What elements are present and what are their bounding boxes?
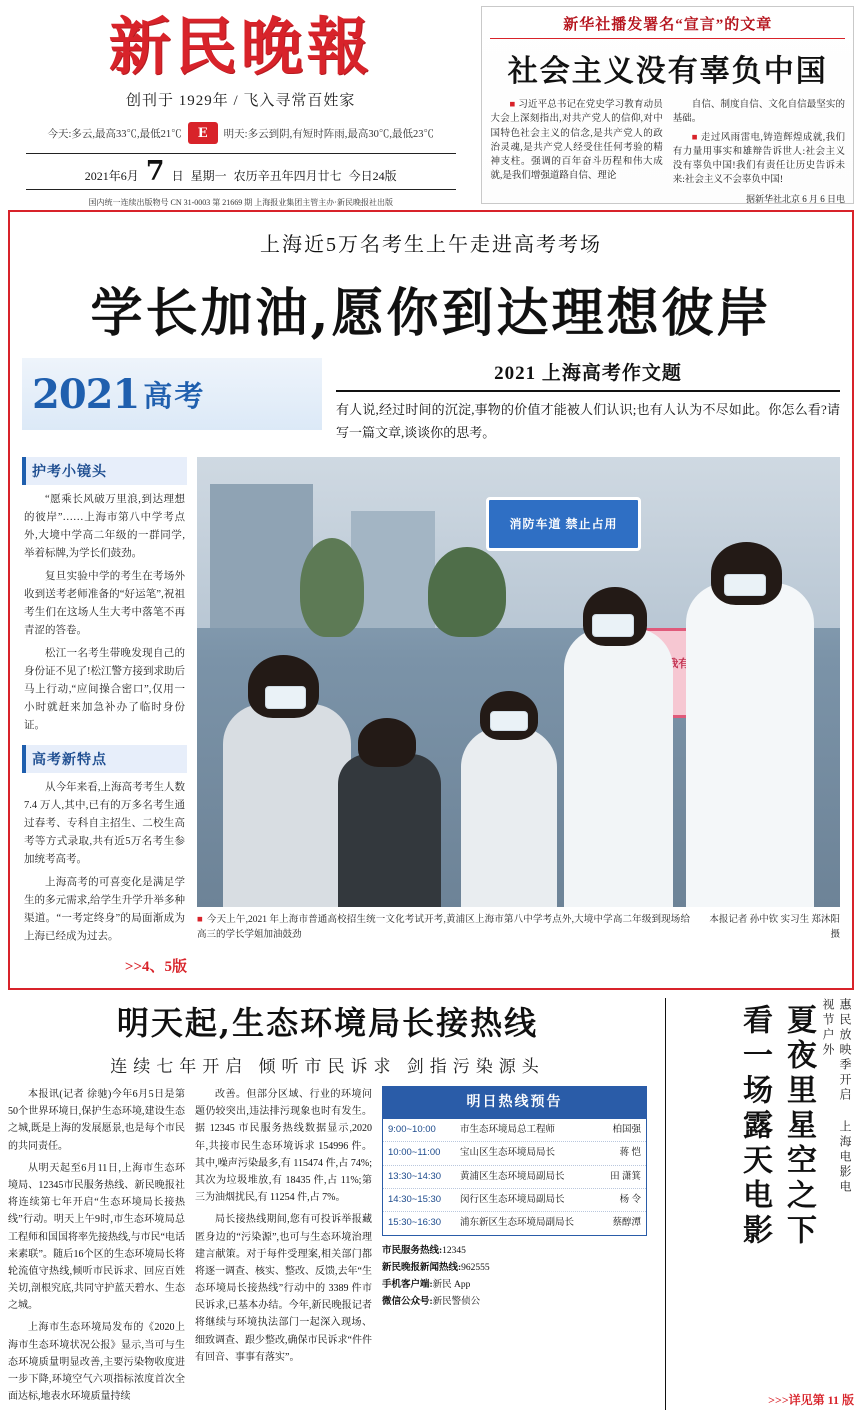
- hotline-time: 15:30~16:30: [388, 1217, 442, 1229]
- photo-person-5-mask: [724, 574, 766, 597]
- bullet-icon: ■: [509, 100, 516, 110]
- photo-person-3-mask: [490, 711, 529, 731]
- essay-topic-block: [322, 358, 840, 445]
- hotline-time: 10:00~11:00: [388, 1147, 441, 1159]
- essay-topic-body: 有人说,经过时间的沉淀,事物的价值才能被人们认识;也有人认为不尽如此。你怎么看?请写一篇文章,谈谈你的思考。: [336, 402, 840, 440]
- gaokao-logo-text: 高考: [143, 380, 206, 413]
- newspaper-title: 新民晚報: [108, 10, 373, 83]
- bottom-section: [8, 998, 854, 1410]
- bottom-right-headline: 夏夜里星空之下 看一场露天电影: [737, 1004, 816, 1249]
- hotline-schedule-box: [382, 1086, 647, 1236]
- feature-subrow: [22, 358, 840, 445]
- service-value: 962555: [461, 1262, 490, 1273]
- service-label: 手机客户端:: [382, 1280, 433, 1290]
- bottom-right-page-reference[interactable]: >>>详见第 11 版: [768, 1393, 854, 1408]
- feature-photo-block: [197, 457, 840, 976]
- bottom-columns: [8, 1086, 647, 1410]
- bottom-col1-p2: 从明天起至6月11日,上海市生态环境局、12345市民服务热线、新民晚报社将连续第七年开启“生态环境局长接热线”行动。明天上午9时,市生态环境局总工程师和国国将率先接热线,与市民“电话来素联”。随后16个区的生态环境局长将轮流值守热线,倾听市民诉求、回应百姓关切,剖根究底,共同守护蓝天碧水、生态之城。: [8, 1162, 185, 1312]
- hotline-office: 市生态环境局总工程师: [460, 1125, 556, 1136]
- feature-article: [8, 210, 854, 990]
- essay-topic-title: 2021 上海高考作文题: [336, 358, 840, 392]
- hotline-person: 蒋 恺: [619, 1148, 641, 1159]
- sidebar1-p2: 复旦实验中学的考生在考场外收到送考老师准备的“好运笔”,祝祖考生们在这场人生大考中落笔不再青涩的答卷。: [24, 570, 185, 636]
- table-row: [383, 1119, 646, 1142]
- bottom-col2-p2: 局长接热线期间,您有可投诉举报藏匿身边的“污染源”,也可与生态环境治理建言献策。对于每件受理案,相关部门都将逐一调查、核实、整改、反馈,去年“生态环境局长接热线”行动中的 3389 件市民诉求,已基本办结。今年,新民晚报记者将继续与环境执法部门一起深入现场、细致调查、跟少整改,确保市民诉求“件件有回音、事事有落实”。: [195, 1214, 372, 1363]
- feature-photo: [197, 457, 840, 907]
- top-right-kicker: 新华社播发署名“宣言”的文章: [490, 13, 845, 39]
- hotline-office: 闵行区生态环境局副局长: [460, 1195, 565, 1206]
- photo-person-3: [461, 727, 557, 907]
- vertical-divider: [665, 998, 666, 1410]
- feature-kicker: 上海近5万名考生上午走进高考考场: [260, 234, 602, 256]
- bottom-right-kicker: 惠民放映季开启 上海电影电视节户外: [821, 998, 852, 1195]
- hotline-person: 柏国强: [612, 1125, 641, 1136]
- photo-sign: 消防车道 禁止占用: [486, 497, 640, 551]
- weather-logo-icon: E: [188, 122, 218, 144]
- photo-building-mid: [351, 511, 435, 628]
- service-value: 新民 App: [432, 1280, 471, 1290]
- feature-headline: 学长加油,愿你到达理想彼岸: [90, 283, 772, 344]
- sidebar-page-reference[interactable]: >>4、5版: [124, 958, 187, 975]
- bottom-col-1: [8, 1086, 185, 1410]
- caption-marker-icon: ■: [197, 914, 203, 925]
- service-item: [382, 1260, 647, 1276]
- hotline-office: 宝山区生态环境局局长: [460, 1148, 556, 1159]
- photo-building-left: [210, 484, 313, 628]
- service-value: 新民警侦公: [432, 1297, 481, 1308]
- hotline-time: 13:30~14:30: [388, 1170, 442, 1182]
- hotline-person: 杨 令: [619, 1195, 641, 1206]
- bottom-col-2: [195, 1086, 372, 1410]
- dateline-date: 2021年6月: [84, 169, 139, 184]
- top-right-columns: [490, 98, 845, 206]
- hotline-person: 蔡醇潭: [612, 1218, 641, 1229]
- dateline-lunar: 农历辛丑年四月廿七: [233, 169, 342, 184]
- table-row: [383, 1212, 646, 1234]
- bullet-icon-2: ■: [691, 132, 698, 143]
- top-right-credit: 据新华社北京 6 月 6 日电: [746, 193, 846, 204]
- sidebar1-p1: “愿乘长风破万里浪,到达理想的彼岸”……上海市第八中学考点外,大境中学高二年级的一群同学,举着标牌,为学长们鼓劲。: [24, 493, 185, 559]
- service-label: 市民服务热线:: [382, 1245, 443, 1256]
- caption-body: 今天上午,2021 年上海市普通高校招生统一文化考试开考,黄浦区上海市第八中学考点外,大境中学高二年级到现场给高三的学长学姐加油鼓劲: [197, 914, 690, 940]
- masthead-left: [8, 6, 473, 208]
- bottom-left-article: [8, 998, 657, 1410]
- photo-person-5: [686, 583, 815, 907]
- top-right-col-2: [673, 98, 845, 206]
- weather-today: 今天:多云,最高33℃,最低21℃: [47, 128, 182, 140]
- sidebar1-p3: 松江一名考生带晚发现自己的身份证不见了!松江警方接到求助后马上行动,“应间操合密口”,仅用一小时就赶来加急补办了临时身份证。: [24, 647, 185, 732]
- dateline-day: 7: [145, 156, 165, 188]
- photo-person-4-mask: [592, 614, 634, 637]
- sidebar-body-1: [22, 485, 187, 736]
- hotline-person: 田 潇箕: [610, 1171, 641, 1182]
- photo-person-2-hair: [358, 718, 416, 768]
- newspaper-slogan: 创刊于 1929年 / 飞入寻常百姓家: [126, 93, 356, 110]
- sidebar2-p2: 上海高考的可喜变化是满足学生的多元需求,给学生升学升举多种渠道。“一考定终身”的局面渐成为上海已经成为过去。: [24, 877, 185, 943]
- photo-heart-placard: 有你有我有我们: [628, 628, 776, 718]
- bottom-right-inner: [674, 998, 854, 1254]
- photo-tree-2: [428, 547, 505, 637]
- service-label: 新民晚报新闻热线:: [382, 1262, 462, 1273]
- dateline: [26, 153, 456, 190]
- photo-person-1: [223, 704, 352, 907]
- table-row: [383, 1166, 646, 1189]
- sidebar-title-2: 高考新特点: [22, 745, 187, 773]
- hotline-time: 14:30~15:30: [388, 1194, 442, 1206]
- photo-person-1-mask: [265, 686, 307, 709]
- hotline-title: 明日热线预告: [383, 1087, 646, 1119]
- top-right-headline: 社会主义没有辜负中国: [507, 54, 828, 89]
- top-right-col2-p1: 自信、制度自信、文化自信最坚实的基础。: [672, 100, 846, 125]
- service-item: [382, 1294, 647, 1310]
- top-right-col2-p2: 走过风雨雷电,铸造辉煌成就,我们有力量用事实和雄辩告诉世人:社会主义没有辜负中国!我们有责任让历史告诉未来:社会主义不会辜负中国!: [672, 132, 846, 186]
- service-value: 12345: [442, 1245, 466, 1256]
- bottom-col1-p1: 本报讯(记者 徐驰)今年6月5日是第50个世界环境日,保护生态环境,建设生态之城,既是上海的发展愿景,也是每个市民的共同责任。: [8, 1089, 185, 1152]
- masthead: [8, 6, 854, 208]
- dateline-weekday: 星期一: [190, 169, 227, 184]
- top-right-col1-p1: 习近平总书记在党史学习教育动员大会上深刻指出,对共产党人的信仰,对中国特色社会主义的信念,是共产党人的政治灵魂,是共产党人经受住任何考验的精神支柱。强调的百年奋斗历程和伟大成就,是我们增强道路自信、理论: [490, 100, 663, 182]
- bottom-headline: 明天起,生态环境局长接热线: [116, 1004, 539, 1042]
- service-item: [382, 1243, 647, 1259]
- dateline-day-unit: 日: [171, 169, 184, 184]
- weather-strip: [8, 122, 473, 144]
- gaokao-logo: [22, 358, 322, 430]
- photo-tree-1: [300, 538, 364, 637]
- bottom-col1-p3: 上海市生态环境局发布的《2020上海市生态环境状况公报》显示,当可与生态环境质量明显改善,主要污染物收度进一步下降,环境空气六项指标浓度首次全面达标,地表水环境质量持续: [8, 1322, 185, 1403]
- feature-lower: [22, 457, 840, 976]
- license-line: 国内统一连续出版物号 CN 31-0003 第 21669 期 上海报业集团主管主办·新民晚报社出版: [88, 198, 393, 208]
- photo-person-2: [338, 754, 441, 907]
- hotline-time: 9:00~10:00: [388, 1124, 436, 1136]
- weather-tomorrow: 明天:多云到阴,有短时阵雨,最高30℃,最低23℃: [223, 128, 434, 140]
- gaokao-logo-year: 2021: [32, 370, 140, 418]
- sidebar2-p1: 从今年来看,上海高考考生人数 7.4 万人,其中,已有的万多名考生通过春考、专科自主招生、二校生高考等方式录取,共有近5万名考生参加统考高考。: [24, 782, 185, 866]
- bottom-col-3: [382, 1086, 647, 1410]
- feature-sidebars: [22, 457, 187, 976]
- dateline-pages: 今日24版: [348, 169, 397, 184]
- bottom-col2-p1: 改善。但部分区域、行业的环境问题仍较突出,违法排污现象也时有发生。据 12345 市民服务热线数据显示,2020 年,共接市民生态环境诉求 154996 件。其中,噪声污染最多,有 115474 件,占 74%;其次为垃圾堆放,有 18435 件,占 11%;第三为油烟扰民,有 11254 件,占 7%。: [195, 1089, 372, 1204]
- photo-caption-credit: 本报记者 孙中钦 实习生 郑沐阳 摄: [709, 914, 840, 940]
- hotline-office: 黄浦区生态环境局副局长: [460, 1171, 565, 1182]
- sidebar-body-2: [22, 773, 187, 946]
- sidebar-title-1: 护考小镜头: [22, 457, 187, 485]
- table-row: [383, 1189, 646, 1212]
- bottom-right-article: [674, 998, 854, 1410]
- photo-caption: [197, 913, 840, 943]
- top-right-col-1: [490, 98, 662, 206]
- photo-caption-text: [197, 913, 690, 943]
- photo-person-4: [564, 628, 673, 907]
- service-label: 微信公众号:: [382, 1297, 433, 1308]
- bottom-subhead: 连续七年开启 倾听市民诉求 剑指污染源头: [110, 1057, 545, 1076]
- table-row: [383, 1142, 646, 1165]
- top-right-article: [481, 6, 854, 204]
- service-contacts: [382, 1243, 647, 1311]
- service-item: [382, 1277, 647, 1293]
- hotline-office: 浦东新区生态环境局副局长: [460, 1218, 575, 1229]
